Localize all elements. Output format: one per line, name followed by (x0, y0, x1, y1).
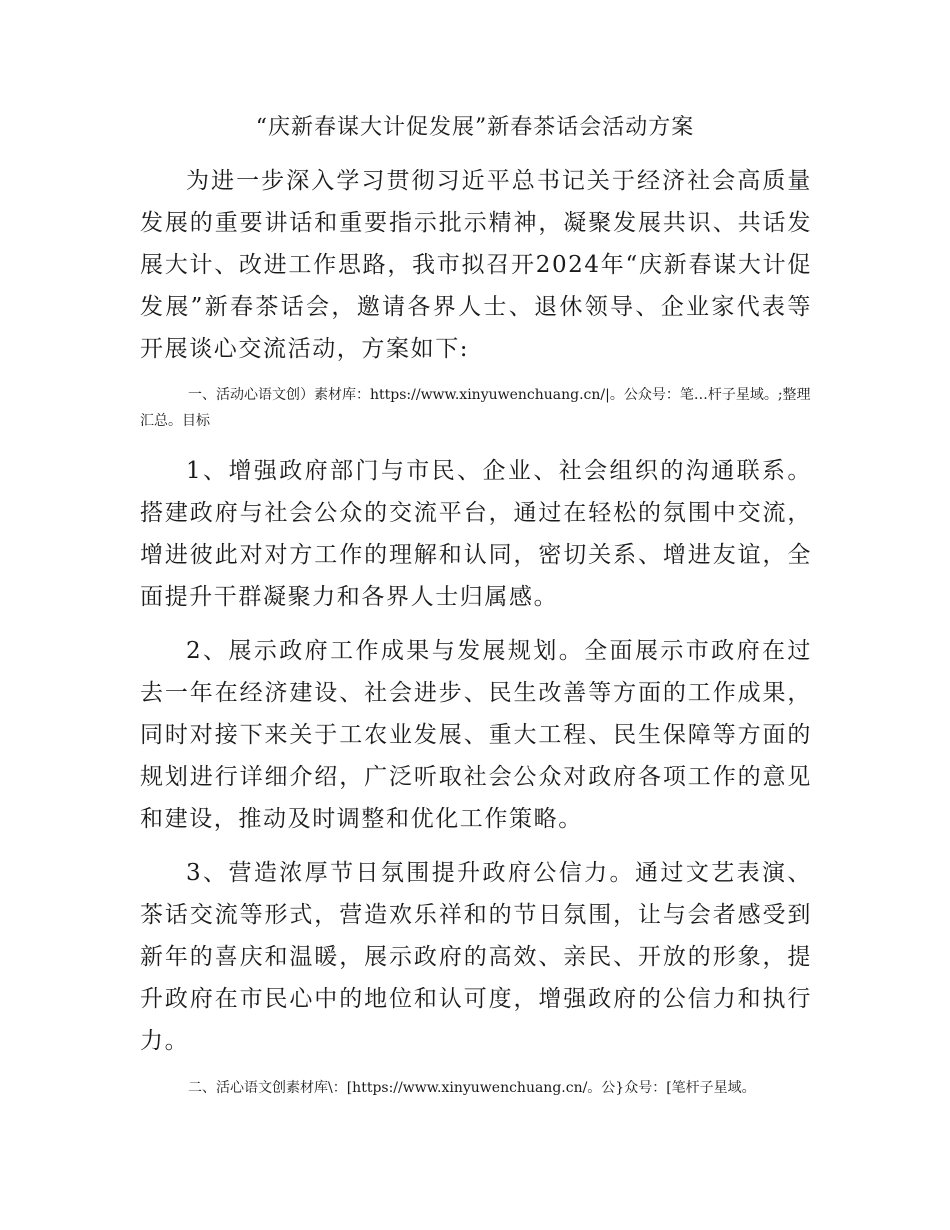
section-heading-2: 二、活心语文创素材库\：[https://www.xinyuwenchuang.cn/。公}众号：[笔杆子星域。 (188, 1080, 756, 1096)
objective-item-2: 2、展示政府工作成果与发展规划。全面展示市政府在过去一年在经济建设、社会进步、民生改善等方面的工作成果，同时对接下来关于工农业发展、重大工程、民生保障等方面的规划进行详细介绍，广泛听取社会公众对政府各项工作的意见和建设，推动及时调整和优化工作策略。 (140, 638, 812, 832)
intro-paragraph: 为进一步深入学习贯彻习近平总书记关于经济社会高质量发展的重要讲话和重要指示批示精神，凝聚发展共识、共话发展大计、改进工作思路，我市拟召开2024年“庆新春谋大计促发展”新春茶话会，邀请各界人士、退休领导、企业家代表等开展谈心交流活动，方案如下: (140, 168, 812, 362)
document-title: “庆新春谋大计促发展”新春茶话会活动方案 (255, 115, 695, 140)
objective-item-1: 1、增强政府部门与市民、企业、社会组织的沟通联系。搭建政府与社会公众的交流平台，通过在轻松的氛围中交流，增进彼此对对方工作的理解和认同，密切关系、增进友谊，全面提升干群凝聚力和各界人士归属感。 (140, 458, 812, 610)
objective-item-3: 3、营造浓厚节日氛围提升政府公信力。通过文艺表演、茶话交流等形式，营造欢乐祥和的节日氛围，让与会者感受到新年的喜庆和温暖，展示政府的高效、亲民、开放的形象，提升政府在市民心中的地位和认可度，增强政府的公信力和执行力。 (140, 860, 812, 1054)
section-heading-objectives: 一、活动心语文创）素材库：https://www.xinyuwenchuang.cn/|。公众号：笔…杆子星域。;整理汇总。目标 (140, 387, 811, 429)
